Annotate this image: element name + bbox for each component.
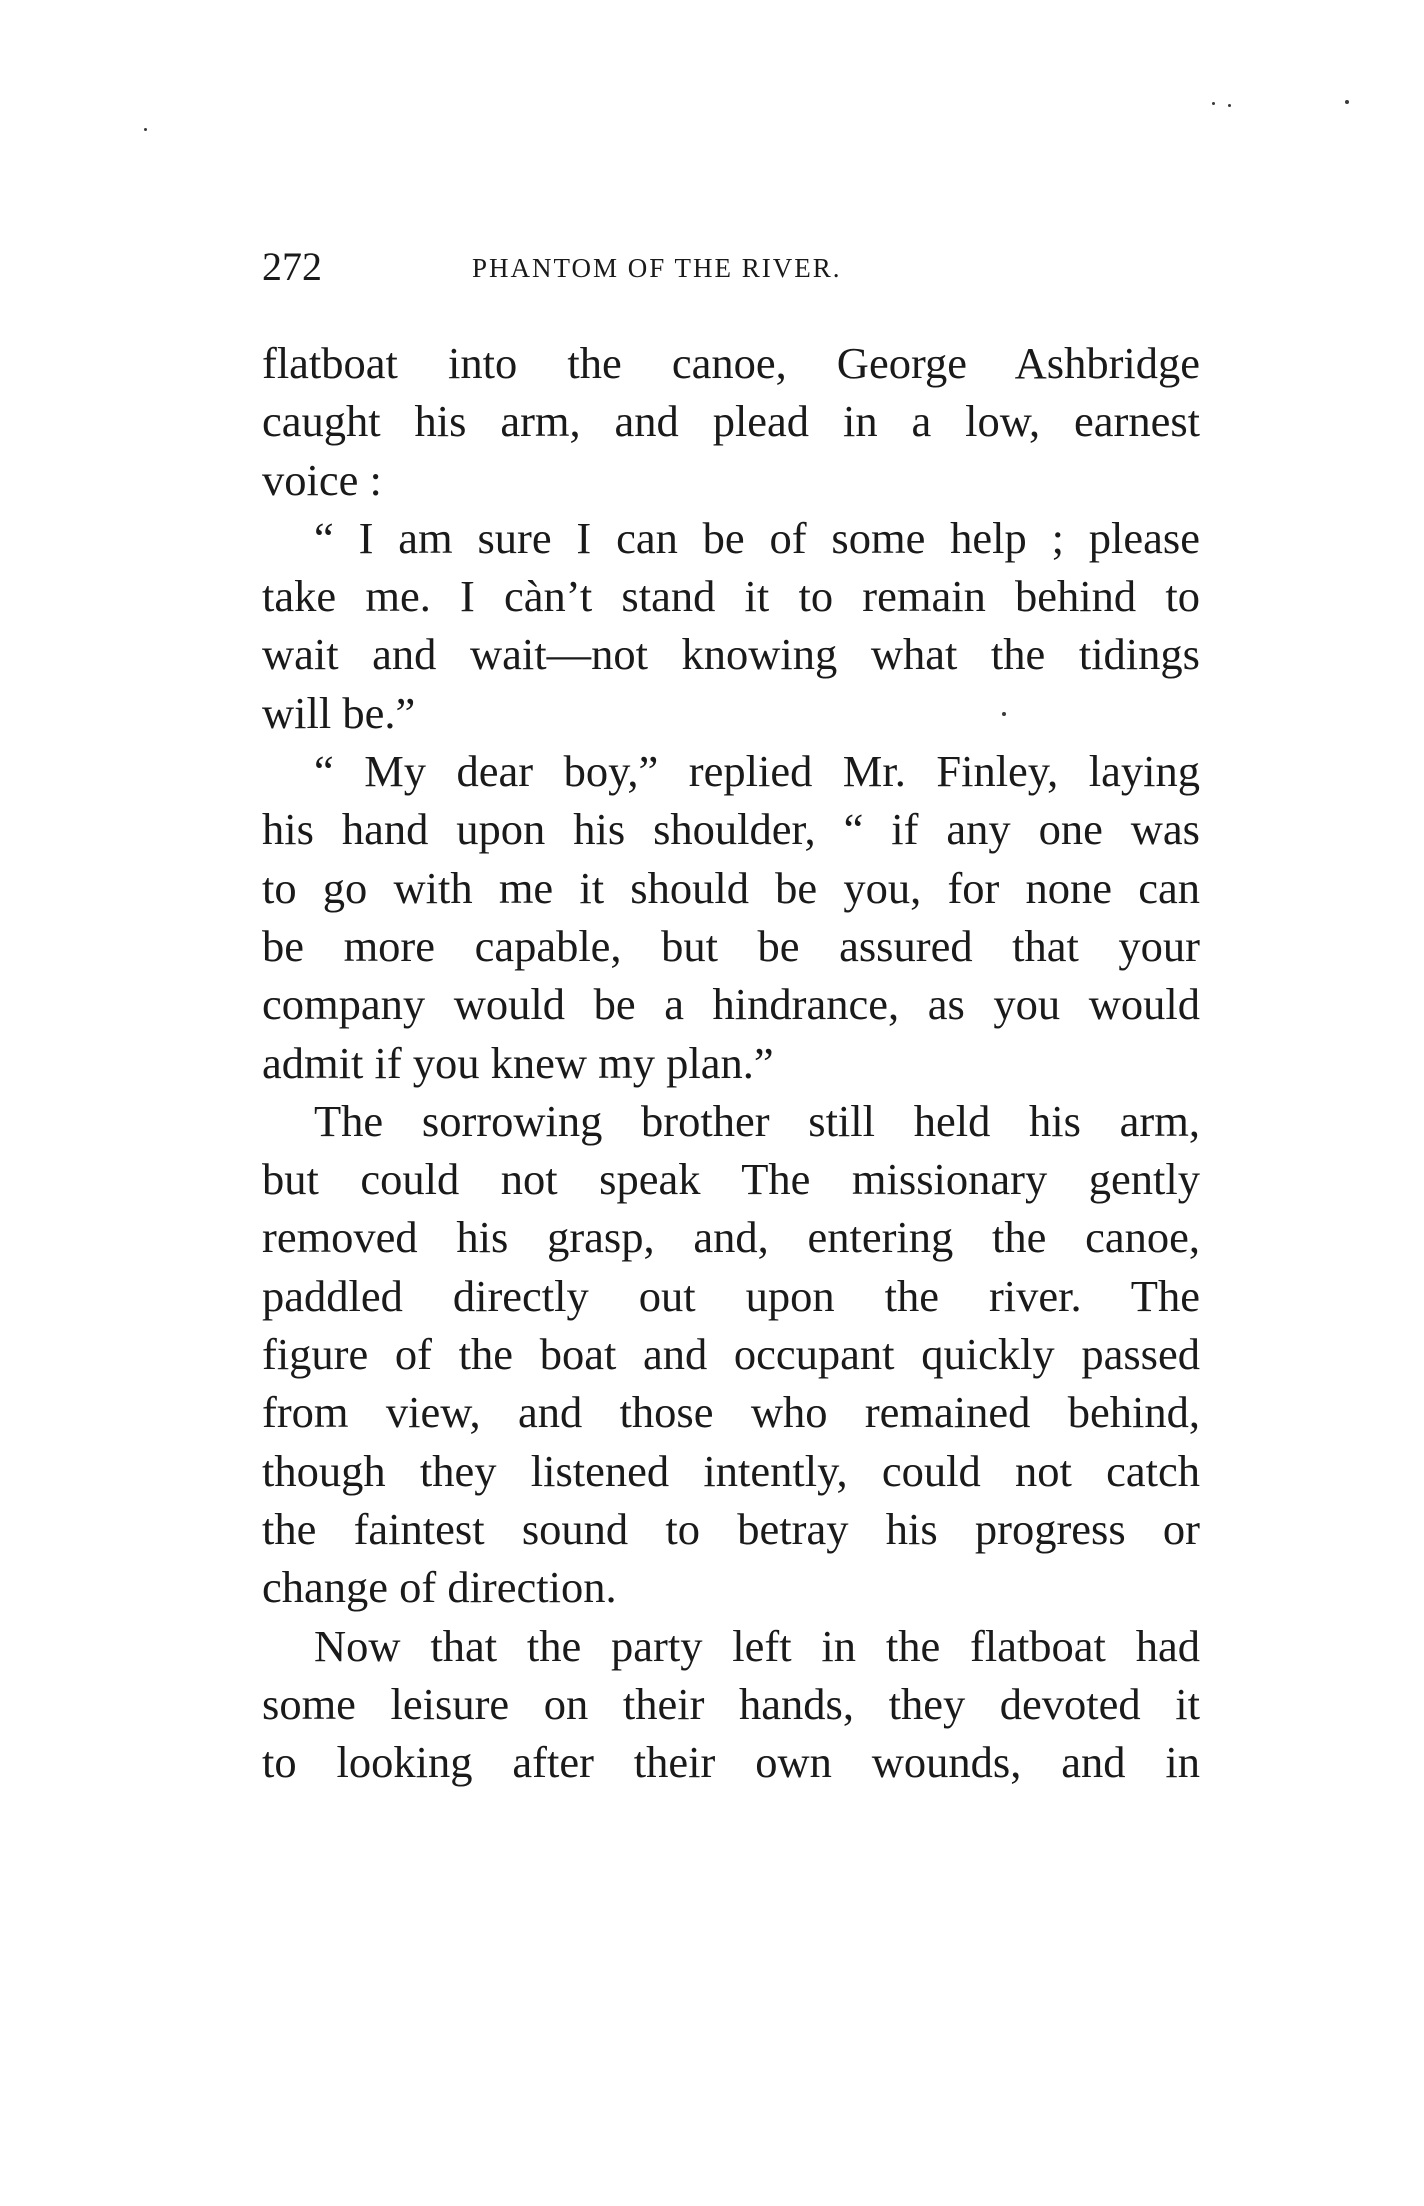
text-line: The sorrowing brother still held his arm,	[314, 1095, 1200, 1146]
text-line: company would be a hindrance, as you would	[262, 979, 1200, 1030]
text-line: Now that the party left in the flatboat had	[314, 1620, 1200, 1671]
running-title: PHANTOM OF THE RIVER.	[472, 253, 842, 283]
body-text	[262, 334, 1200, 1791]
text-line: wait and wait—not knowing what the tidings	[262, 629, 1200, 680]
text-line: the faintest sound to betray his progress or	[262, 1503, 1200, 1554]
text-line: admit if you knew my plan.”	[262, 1037, 774, 1088]
text-line: figure of the boat and occupant quickly passed	[262, 1329, 1200, 1380]
text-line: voice :	[262, 454, 382, 505]
text-line: from view, and those who remained behind,	[262, 1387, 1200, 1438]
print-speck	[1228, 104, 1231, 107]
text-line: paddled directly out upon the river. The	[262, 1270, 1200, 1321]
page-header	[262, 242, 1230, 292]
text-line: be more capable, but be assured that your	[262, 920, 1200, 971]
text-line: will be.”	[262, 687, 416, 738]
text-line: change of direction.	[262, 1562, 617, 1613]
print-speck	[1345, 100, 1349, 104]
text-line: some leisure on their hands, they devoted it	[262, 1678, 1200, 1729]
text-line: though they listened intently, could not catch	[262, 1445, 1200, 1496]
text-line: removed his grasp, and, entering the canoe,	[262, 1212, 1200, 1263]
text-line: caught his arm, and plead in a low, earnest	[262, 396, 1200, 447]
text-line: flatboat into the canoe, George Ashbridge	[262, 338, 1200, 388]
text-line: to looking after their own wounds, and in	[262, 1737, 1200, 1788]
text-line: to go with me it should be you, for none can	[262, 862, 1200, 913]
page-number: 272	[262, 244, 322, 289]
text-line: but could not speak The missionary gently	[262, 1154, 1200, 1205]
text-line: his hand upon his shoulder, “ if any one was	[262, 804, 1200, 855]
text-line: “ My dear boy,” replied Mr. Finley, laying	[314, 746, 1200, 797]
text-line: take me. I càn’t stand it to remain behind to	[262, 571, 1200, 622]
text-line: “ I am sure I can be of some help ; please	[314, 512, 1200, 563]
print-speck	[1212, 102, 1215, 105]
print-speck	[144, 128, 147, 131]
